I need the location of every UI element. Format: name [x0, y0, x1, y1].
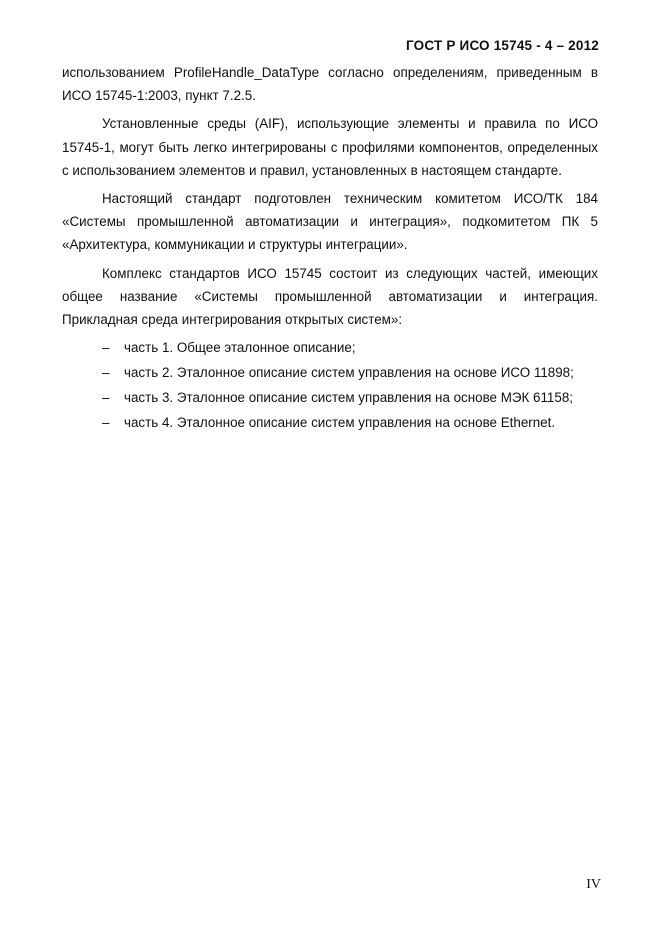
list-item-text: часть 2. Эталонное описание систем управления на основе ИСО 11898;	[124, 365, 574, 381]
list-item-text: часть 4. Эталонное описание систем управления на основе Ethernet.	[124, 414, 556, 430]
document-header: ГОСТ Р ИСО 15745 - 4 – 2012	[406, 38, 599, 53]
dash-bullet: –	[102, 365, 110, 381]
list-item	[62, 386, 598, 409]
paragraph-committee: Настоящий стандарт подготовлен техническим комитетом ИСО/ТК 184 «Системы промышленной автоматизации и интеграция», подкомитетом ПК 5 «Архитектура, коммуникации и структуры интеграции».	[62, 191, 598, 253]
list-item-text: часть 1. Общее эталонное описание;	[124, 340, 356, 356]
document-body	[62, 61, 598, 435]
list-item	[62, 336, 598, 359]
list-item-text: часть 3. Эталонное описание систем управления на основе МЭК 61158;	[124, 389, 573, 405]
dash-bullet: –	[102, 389, 110, 405]
list-item	[62, 411, 598, 434]
paragraph-continuation: использованием ProfileHandle_DataType согласно определениям, приведенным в ИСО 15745-1:2003, пункт 7.2.5.	[62, 65, 598, 104]
list-item	[62, 361, 598, 384]
dash-bullet: –	[102, 414, 110, 430]
parts-list	[62, 336, 598, 434]
dash-bullet: –	[102, 340, 110, 356]
page-number: IV	[586, 877, 601, 892]
paragraph-parts-intro: Комплекс стандартов ИСО 15745 состоит из следующих частей, имеющих общее название «Системы промышленной автоматизации и интеграция. Прикладная среда интегрирования открытых систем»:	[62, 265, 598, 328]
paragraph-aif: Установленные среды (AIF), использующие элементы и правила по ИСО 15745-1, могут быть легко интегрированы с профилями компонентов, определенных с использованием элементов и правил, установленных в настоящем стандарте.	[62, 116, 598, 178]
